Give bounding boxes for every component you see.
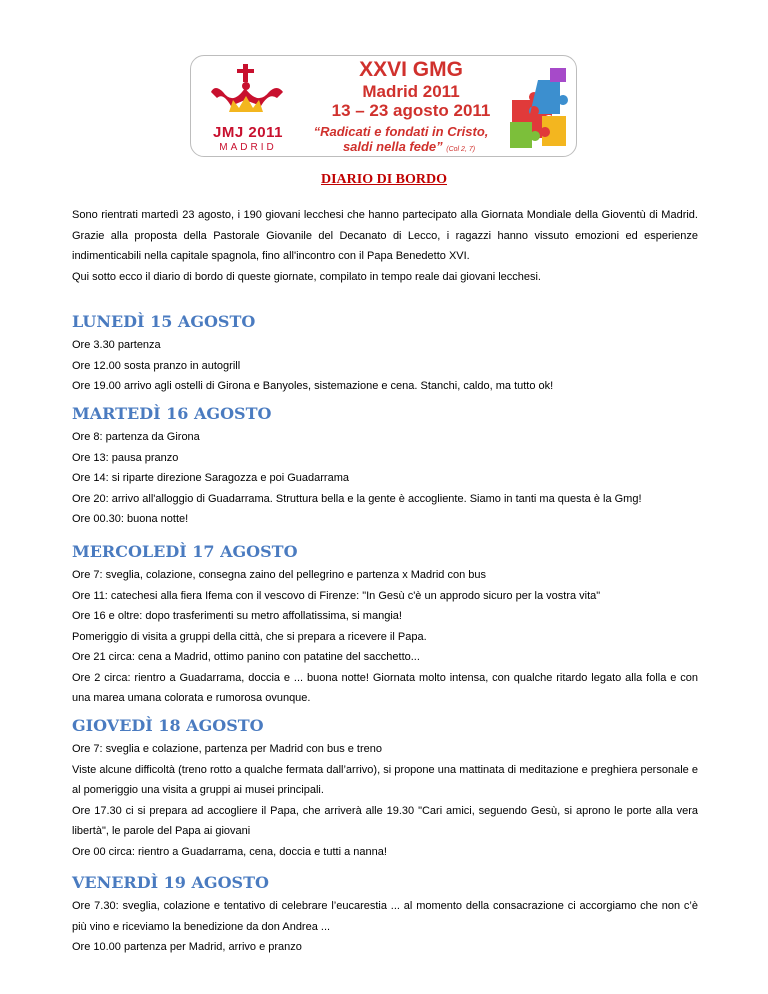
diary-entry: Pomeriggio di visita a gruppi della città, che si prepara a ricevere il Papa. (72, 630, 427, 643)
document-title: DIARIO DI BORDO (320, 172, 447, 187)
banner-motto-line2 (299, 139, 519, 154)
banner-dates: 13 – 23 agosto 2011 (331, 101, 491, 120)
section-heading: LUNEDÌ 15 AGOSTO (72, 312, 256, 331)
diary-entry: Ore 20: arrivo all'alloggio di Guadarrama. Struttura bella e la gente è accogliente. Siamo in tanti ma questa è la Gmg! (72, 492, 642, 505)
diary-entry: Ore 11: catechesi alla fiera Ifema con il vescovo di Firenze: "In Gesù c'è un approdo sicuro per la vostra vita" (72, 589, 601, 602)
diary-entry: Ore 8: partenza da Girona (72, 431, 200, 443)
diary-entry: Ore 17.30 ci si prepara ad accogliere il Papa, che arriverà alle 19.30 "Cari amici, seguendo Gesù, si aprono le porte alla vera libertà", le parole del Papa ai giovani (72, 804, 698, 837)
diary-entry: Ore 12.00 sosta pranzo in autogrill (72, 359, 241, 372)
section-martedi-16 (72, 401, 698, 530)
section-venerdi-19 (72, 870, 698, 958)
diary-entry: Ore 14: si riparte direzione Saragozza e poi Guadarrama (72, 472, 349, 484)
motto-reference: (Col 2, 7) (446, 146, 476, 153)
section-heading: MARTEDÌ 16 AGOSTO (72, 404, 272, 423)
diary-entry: Ore 16 e oltre: dopo trasferimenti su metro affollatissima, si mangia! (72, 610, 402, 622)
diary-entry: Ore 19.00 arrivo agli ostelli di Girona e Banyoles, sistemazione e cena. Stanchi, caldo, ma tutto ok! (72, 380, 554, 392)
intro-text-1: Sono rientrati martedì 23 agosto, i 190 giovani lecchesi che hanno partecipato alla Giornata Mondiale della Gioventù di Madrid. Grazie alla proposta della Pastorale Giovanile del Decanato di Lecco, i ragazzi hanno vissuto emozioni ed esperienze indimenticabili nella capitale spagnola, fino all'incontro con il Papa Benedetto XVI. (72, 209, 698, 262)
section-mercoledi-17 (72, 539, 698, 709)
diary-entry: Ore 7: sveglia e colazione, partenza per Madrid con bus e treno (72, 743, 383, 755)
section-giovedi-18 (72, 713, 698, 862)
puzzle-icon (506, 60, 572, 154)
section-heading: VENERDÌ 19 AGOSTO (72, 873, 269, 892)
logo-jmj-text: JMJ 2011 (213, 124, 283, 141)
section-lunedi-15 (72, 309, 698, 397)
diary-entry: Ore 21 circa: cena a Madrid, ottimo panino con patatine del sacchetto... (72, 651, 420, 663)
section-heading: MERCOLEDÌ 17 AGOSTO (72, 542, 298, 561)
banner-city: Madrid 2011 (362, 82, 460, 101)
diary-entry: Ore 3.30 partenza (72, 339, 161, 351)
diary-entry: Ore 00 circa: rientro a Guadarrama, cena, doccia e tutti a nanna! (72, 845, 387, 858)
diary-entry: Ore 7.30: sveglia, colazione e tentativo di celebrare l’eucarestia ... al momento della consacrazione ci accorgiamo che non c’è più vino e riceviamo la benedizione da don Andrea ... (72, 900, 698, 933)
diary-entry: Ore 10.00 partenza per Madrid, arrivo e pranzo (72, 941, 302, 953)
logo-city-text: MADRID (219, 142, 277, 153)
motto-text: saldi nella fede” (342, 139, 443, 154)
jmj-logo (203, 62, 293, 154)
banner-motto-line1: “Radicati e fondati in Cristo, (313, 124, 489, 139)
intro-paragraph (72, 205, 698, 287)
intro-text-2: Qui sotto ecco il diario di bordo di queste giornate, compilato in tempo reale dai giovani lecchesi. (72, 270, 541, 283)
section-heading: GIOVEDÌ 18 AGOSTO (72, 716, 264, 735)
diary-entry: Ore 00.30: buona notte! (72, 513, 189, 525)
gmg-banner (190, 55, 577, 157)
diary-entry: Ore 2 circa: rientro a Guadarrama, doccia e ... buona notte! Giornata molto intensa, con qualche ritardo legato alla folla e con una marea umana colorata e rumorosa ovunque. (72, 671, 698, 704)
diary-entry: Viste alcune difficoltà (treno rotto a qualche fermata dall’arrivo), si propone una mattinata di meditazione e preghiera personale e al pomeriggio una visita a gruppi ai musei principali. (72, 763, 698, 796)
diary-entry: Ore 13: pausa pranzo (72, 451, 179, 464)
diary-entry: Ore 7: sveglia, colazione, consegna zaino del pellegrino e partenza x Madrid con bus (72, 569, 486, 581)
banner-title: XXVI GMG (359, 58, 463, 81)
